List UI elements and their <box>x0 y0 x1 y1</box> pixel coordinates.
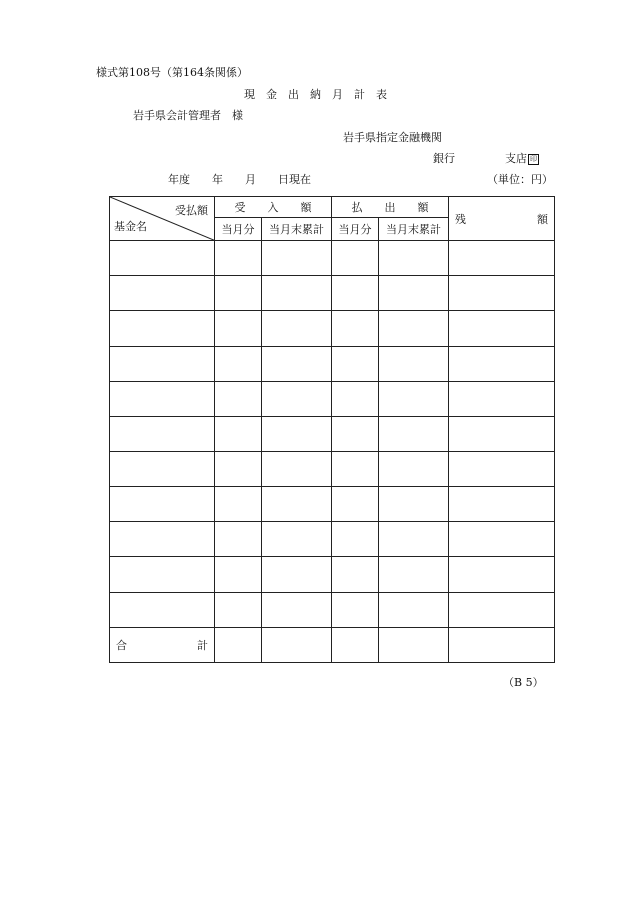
table-row <box>110 592 555 627</box>
amount-cell[interactable] <box>262 276 332 311</box>
amount-cell[interactable] <box>262 381 332 416</box>
fund-name-cell[interactable] <box>110 416 215 451</box>
amount-cell[interactable] <box>379 311 449 346</box>
total-amount-cell[interactable] <box>332 627 379 662</box>
amount-cell[interactable] <box>215 241 262 276</box>
amount-cell[interactable] <box>215 487 262 522</box>
amount-cell[interactable] <box>379 381 449 416</box>
receipts-cumulative: 当月末累計 <box>262 218 332 241</box>
balance-header <box>449 197 555 241</box>
seal-mark: 印 <box>530 154 537 163</box>
table-row <box>110 416 555 451</box>
balance-cell[interactable] <box>449 416 555 451</box>
form-title: 現 金 出 納 月 計 表 <box>244 88 387 101</box>
amount-cell[interactable] <box>332 311 379 346</box>
fund-name-cell[interactable] <box>110 557 215 592</box>
amount-cell[interactable] <box>332 522 379 557</box>
total-label-cell <box>110 627 215 662</box>
amount-cell[interactable] <box>215 592 262 627</box>
amount-cell[interactable] <box>379 522 449 557</box>
table-row <box>110 487 555 522</box>
amount-cell[interactable] <box>379 276 449 311</box>
fund-name-cell[interactable] <box>110 487 215 522</box>
amount-cell[interactable] <box>215 346 262 381</box>
fund-name-cell[interactable] <box>110 241 215 276</box>
payments-header: 払 出 額 <box>332 197 449 218</box>
fund-name-cell[interactable] <box>110 592 215 627</box>
fund-name-cell[interactable] <box>110 522 215 557</box>
balance-cell[interactable] <box>449 276 555 311</box>
payments-current-month: 当月分 <box>332 218 379 241</box>
amount-cell[interactable] <box>262 241 332 276</box>
amount-cell[interactable] <box>379 346 449 381</box>
total-amount-cell[interactable] <box>215 627 262 662</box>
amount-cell[interactable] <box>332 276 379 311</box>
amount-cell[interactable] <box>215 522 262 557</box>
amount-cell[interactable] <box>332 381 379 416</box>
diag-top-label: 受払額 <box>175 204 208 217</box>
receipts-current-month: 当月分 <box>215 218 262 241</box>
fund-name-cell[interactable] <box>110 276 215 311</box>
diag-bottom-label: 基金名 <box>114 220 147 234</box>
bank-label: 銀行 <box>433 152 455 165</box>
amount-cell[interactable] <box>379 487 449 522</box>
branch-label <box>505 152 539 166</box>
amount-cell[interactable] <box>262 416 332 451</box>
payments-cumulative: 当月末累計 <box>379 218 449 241</box>
amount-cell[interactable] <box>332 557 379 592</box>
amount-cell[interactable] <box>379 241 449 276</box>
amount-cell[interactable] <box>262 311 332 346</box>
amount-cell[interactable] <box>379 416 449 451</box>
amount-cell[interactable] <box>215 311 262 346</box>
fund-name-cell[interactable] <box>110 381 215 416</box>
balance-right: 額 <box>537 212 548 226</box>
paper-size-label: （B 5） <box>503 676 544 689</box>
amount-cell[interactable] <box>215 452 262 487</box>
table-row <box>110 311 555 346</box>
balance-cell[interactable] <box>449 592 555 627</box>
amount-cell[interactable] <box>332 416 379 451</box>
date-line: 年度 年 月 日現在 <box>168 173 311 186</box>
table-row <box>110 241 555 276</box>
amount-cell[interactable] <box>332 452 379 487</box>
amount-cell[interactable] <box>215 276 262 311</box>
receipts-header: 受 入 額 <box>215 197 332 218</box>
amount-cell[interactable] <box>332 592 379 627</box>
amount-cell[interactable] <box>379 557 449 592</box>
balance-cell[interactable] <box>449 452 555 487</box>
balance-cell[interactable] <box>449 346 555 381</box>
amount-cell[interactable] <box>262 557 332 592</box>
amount-cell[interactable] <box>262 346 332 381</box>
balance-cell[interactable] <box>449 557 555 592</box>
amount-cell[interactable] <box>215 416 262 451</box>
amount-cell[interactable] <box>262 487 332 522</box>
branch-text: 支店 <box>505 152 527 165</box>
total-right: 計 <box>197 638 208 652</box>
balance-cell[interactable] <box>449 487 555 522</box>
diagonal-header-cell <box>110 197 215 241</box>
table-row <box>110 452 555 487</box>
amount-cell[interactable] <box>332 346 379 381</box>
total-amount-cell[interactable] <box>262 627 332 662</box>
amount-cell[interactable] <box>379 592 449 627</box>
addressee: 岩手県会計管理者 様 <box>133 109 243 122</box>
balance-left: 残 <box>455 212 466 226</box>
total-amount-cell[interactable] <box>379 627 449 662</box>
table-row <box>110 276 555 311</box>
total-balance-cell[interactable] <box>449 627 555 662</box>
unit-label: （単位：円） <box>487 173 553 186</box>
balance-cell[interactable] <box>449 311 555 346</box>
amount-cell[interactable] <box>262 452 332 487</box>
balance-cell[interactable] <box>449 381 555 416</box>
fund-name-cell[interactable] <box>110 311 215 346</box>
table-row <box>110 522 555 557</box>
amount-cell[interactable] <box>379 452 449 487</box>
balance-cell[interactable] <box>449 522 555 557</box>
amount-cell[interactable] <box>262 592 332 627</box>
table-row <box>110 557 555 592</box>
fund-name-cell[interactable] <box>110 346 215 381</box>
fund-name-cell[interactable] <box>110 452 215 487</box>
amount-cell[interactable] <box>332 487 379 522</box>
amount-cell[interactable] <box>215 557 262 592</box>
total-left: 合 <box>116 638 127 652</box>
form-number: 様式第108号（第164条関係） <box>96 66 248 79</box>
amount-cell[interactable] <box>262 522 332 557</box>
table-row <box>110 381 555 416</box>
amount-cell[interactable] <box>215 381 262 416</box>
balance-cell[interactable] <box>449 241 555 276</box>
designated-institution: 岩手県指定金融機関 <box>343 131 442 144</box>
cash-ledger-table <box>109 196 555 663</box>
total-row <box>110 627 555 662</box>
amount-cell[interactable] <box>332 241 379 276</box>
table-row <box>110 346 555 381</box>
